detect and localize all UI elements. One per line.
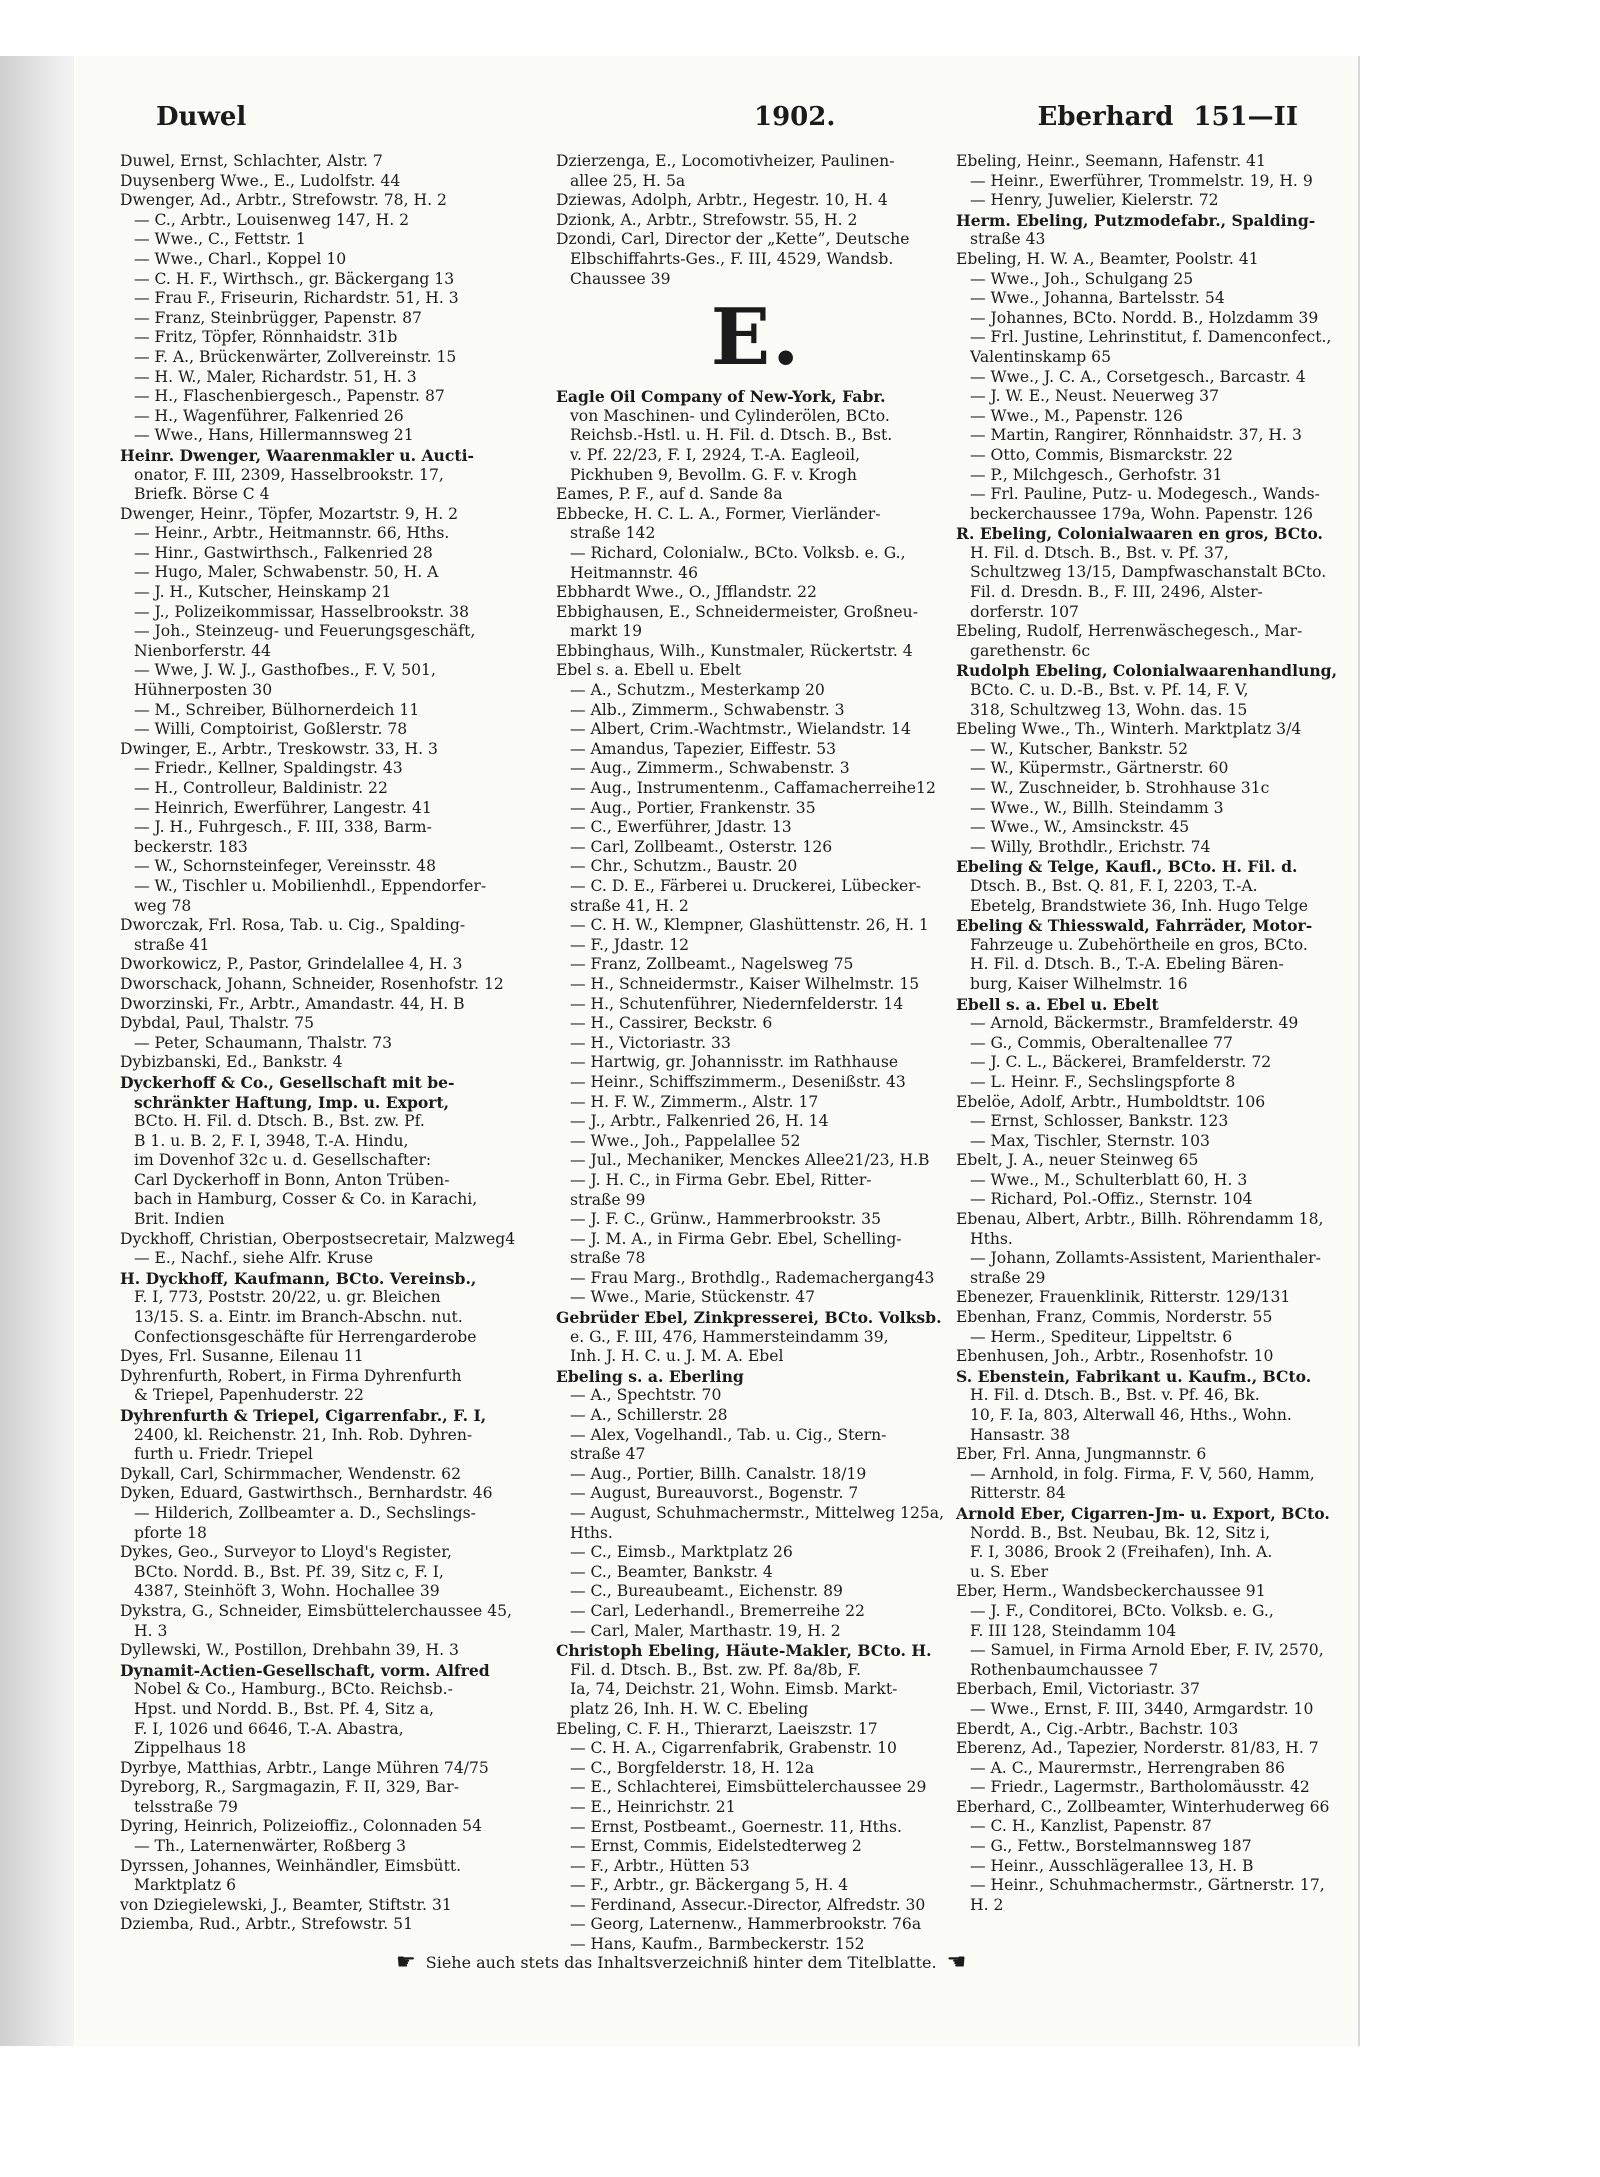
directory-entry-line: Hühnerposten 30 — [134, 681, 273, 700]
directory-entry-line: — J., Arbtr., Falkenried 26, H. 14 — [570, 1112, 829, 1131]
directory-entry-line: — A. C., Maurermstr., Herrengraben 86 — [970, 1758, 1285, 1777]
directory-page — [76, 56, 1358, 2046]
directory-entry-line: — C., Arbtr., Louisenweg 147, H. 2 — [134, 210, 410, 229]
directory-entry-line: — H., Flaschenbiergesch., Papenstr. 87 — [134, 387, 445, 406]
directory-entry-line: — Wwe., Joh., Schulgang 25 — [970, 269, 1194, 288]
running-head-right — [1038, 102, 1298, 132]
directory-entry-line: Dybizbanski, Ed., Bankstr. 4 — [120, 1053, 343, 1072]
directory-entry-line: — E., Nachf., siehe Alfr. Kruse — [134, 1249, 374, 1268]
directory-entry-line: — F., Jdastr. 12 — [570, 935, 690, 954]
directory-entry-line: — Alb., Zimmerm., Schwabenstr. 3 — [570, 700, 845, 719]
directory-entry-line: — Johann, Zollamts-Assistent, Marienthaler- — [970, 1249, 1321, 1268]
directory-entry-line: — Hugo, Maler, Schwabenstr. 50, H. A — [134, 563, 439, 582]
directory-entry-line: — August, Bureauvorst., Bogenstr. 7 — [570, 1484, 859, 1503]
directory-entry-line: — Wwe., M., Papenstr. 126 — [970, 406, 1183, 425]
directory-entry-line: straße 43 — [970, 230, 1046, 249]
running-head-left: Duwel — [156, 102, 247, 132]
directory-entry-line: — Hartwig, gr. Johannisstr. im Rathhause — [570, 1053, 899, 1072]
directory-entry-line: — Carl, Zollbeamt., Osterstr. 126 — [570, 837, 833, 856]
directory-entry-line: Ia, 74, Deichstr. 21, Wohn. Eimsb. Markt- — [570, 1680, 898, 1699]
directory-entry-line: — H. W., Maler, Richardstr. 51, H. 3 — [134, 367, 417, 386]
directory-entry-line: — C., Borgfelderstr. 18, H. 12a — [570, 1758, 815, 1777]
directory-entry-line: BCto. Nordd. B., Bst. Pf. 39, Sitz c, F. I, — [134, 1562, 444, 1581]
directory-entry-line: — J. F. C., Grünw., Hammerbrookstr. 35 — [570, 1210, 881, 1229]
directory-entry-line: — C. H. F., Wirthsch., gr. Bäckergang 13 — [134, 269, 455, 288]
directory-entry-line: u. S. Eber — [970, 1562, 1049, 1581]
directory-entry-line: — C., Ewerführer, Jdastr. 13 — [570, 818, 792, 837]
directory-entry-line: — Hinr., Gastwirthsch., Falkenried 28 — [134, 543, 433, 562]
directory-entry-line: Ebel s. a. Ebell u. Ebelt — [556, 661, 741, 680]
directory-entry-line: — Richard, Colonialw., BCto. Volksb. e. G., — [570, 543, 906, 562]
directory-entry-line: — Aug., Instrumentenm., Caffamacherreihe12 — [570, 779, 936, 798]
directory-entry-line: Ebbhardt Wwe., O., Jfflandstr. 22 — [556, 583, 817, 602]
directory-entry-line: Eberbach, Emil, Victoriastr. 37 — [956, 1680, 1200, 1699]
directory-entry-line: 13/15. S. a. Eintr. im Branch-Abschn. nut. — [134, 1308, 463, 1327]
directory-entry-line: — J. H. C., in Firma Gebr. Ebel, Ritter- — [570, 1170, 872, 1189]
directory-entry-line: — Richard, Pol.-Offiz., Sternstr. 104 — [970, 1190, 1253, 1209]
directory-entry-line: Ebeling, C. F. H., Thierarzt, Laeiszstr. 17 — [556, 1719, 878, 1738]
directory-entry-line: Eber, Herm., Wandsbeckerchaussee 91 — [956, 1582, 1266, 1601]
directory-entry-line: Dyckerhoff & Co., Gesellschaft mit be- — [120, 1072, 455, 1092]
directory-entry-line: 10, F. Ia, 803, Alterwall 46, Hths., Wohn. — [970, 1406, 1292, 1424]
directory-entry-line: Arnold Eber, Cigarren-Jm- u. Export, BCto. — [956, 1503, 1330, 1523]
directory-entry-line: & Triepel, Papenhuderstr. 22 — [134, 1386, 364, 1405]
directory-entry-line: Dtsch. B., Bst. Q. 81, F. I, 2203, T.-A. — [970, 876, 1258, 895]
directory-entry-line: — Friedr., Lagermstr., Bartholomäusstr. 42 — [970, 1778, 1310, 1797]
directory-entry-line: Nienborferstr. 44 — [134, 641, 271, 660]
directory-entry-line: Rudolph Ebeling, Colonialwaarenhandlung, — [956, 661, 1337, 681]
directory-entry-line: 318, Schultzweg 13, Wohn. das. 15 — [970, 700, 1248, 719]
directory-entry-line: — Wwe., Marie, Stückenstr. 47 — [570, 1288, 816, 1307]
directory-entry-line: — Carl, Maler, Marthastr. 19, H. 2 — [570, 1621, 841, 1640]
directory-entry-line: garethenstr. 6c — [970, 641, 1091, 660]
directory-entry-line: Dyhrenfurth & Triepel, Cigarrenfabr., F. I, — [120, 1406, 487, 1425]
directory-entry-line: — C. D. E., Färberei u. Druckerei, Lübecker- — [570, 877, 921, 895]
directory-entry-line: Ebell s. a. Ebel u. Ebelt — [956, 994, 1159, 1014]
directory-entry-line: Nobel & Co., Hamburg., BCto. Reichsb.- — [134, 1680, 453, 1699]
directory-entry-line: e. G., F. III, 476, Hammersteindamm 39, — [570, 1327, 889, 1346]
directory-entry-line: Gebrüder Ebel, Zinkpresserei, BCto. Volksb. — [556, 1308, 942, 1328]
directory-entry-line: — Frl. Pauline, Putz- u. Modegesch., Wands- — [970, 485, 1320, 504]
section-letter: E. — [710, 292, 802, 384]
directory-entry-line: — Wwe., Johanna, Bartelsstr. 54 — [970, 289, 1225, 308]
directory-entry-line: Ebetelg, Brandstwiete 36, Inh. Hugo Telge — [970, 896, 1308, 915]
directory-entry-line: Dzierzenga, E., Locomotivheizer, Paulinen- — [556, 152, 895, 170]
directory-entry-line: Dzionk, A., Arbtr., Strefowstr. 55, H. 2 — [556, 210, 858, 229]
directory-entry-line: — E., Schlachterei, Eimsbüttelerchaussee 29 — [570, 1778, 927, 1797]
directory-entry-line: — C., Bureaubeamt., Eichenstr. 89 — [570, 1582, 843, 1601]
directory-entry-line: F. III 128, Steindamm 104 — [970, 1621, 1177, 1640]
directory-entry-line: — Ernst, Commis, Eidelstedterweg 2 — [570, 1837, 862, 1856]
directory-entry-line: Dyckhoff, Christian, Oberpostsecretair, Malzweg4 — [120, 1229, 516, 1248]
directory-entry-line: — Carl, Lederhandl., Bremerreihe 22 — [570, 1601, 865, 1620]
directory-entry-line: — Fritz, Töpfer, Rönnhaidstr. 31b — [134, 328, 398, 347]
directory-entry-line: Christoph Ebeling, Häute-Makler, BCto. H. — [556, 1641, 932, 1661]
directory-entry-line: Ebbecke, H. C. L. A., Former, Vierländer- — [556, 504, 881, 523]
directory-entry-line: beckerstr. 183 — [134, 837, 248, 856]
directory-entry-line: — C., Eimsb., Marktplatz 26 — [570, 1543, 793, 1562]
directory-entry-line: Reichsb.-Hstl. u. H. Fil. d. Dtsch. B., Bst. — [570, 426, 893, 445]
directory-entry-line: Rothenbaumchaussee 7 — [970, 1660, 1159, 1679]
directory-entry-line: — A., Schillerstr. 28 — [570, 1406, 728, 1425]
directory-entry-line: — Joh., Steinzeug- und Feuerungsgeschäft, — [134, 622, 476, 641]
directory-entry-line: — Wwe., Joh., Pappelallee 52 — [570, 1131, 801, 1150]
directory-entry-line: Eber, Frl. Anna, Jungmannstr. 6 — [956, 1445, 1207, 1464]
directory-entry-line: — M., Schreiber, Bülhornerdeich 11 — [134, 700, 420, 719]
directory-entry-line: — Wwe., W., Billh. Steindamm 3 — [970, 798, 1224, 817]
directory-entry-line: — Albert, Crim.-Wachtmstr., Wielandstr. 14 — [570, 720, 911, 739]
directory-entry-line: — H. F. W., Zimmerm., Alstr. 17 — [570, 1092, 819, 1111]
directory-entry-line: Dziewas, Adolph, Arbtr., Hegestr. 10, H. 4 — [556, 191, 888, 210]
directory-entry-line: H. 3 — [134, 1621, 168, 1640]
directory-entry-line: — J. W. E., Neust. Neuerweg 37 — [970, 387, 1220, 406]
directory-entry-line: Ebenau, Albert, Arbtr., Billh. Röhrendamm 18, — [956, 1210, 1324, 1229]
directory-entry-line: — Wwe., J. C. A., Corsetgesch., Barcastr. 4 — [970, 367, 1306, 386]
directory-entry-line: — Frl. Justine, Lehrinstitut, f. Damenconfect., — [970, 328, 1332, 347]
directory-entry-line: B 1. u. B. 2, F. I, 3948, T.-A. Hindu, — [134, 1131, 409, 1150]
directory-entry-line: telsstraße 79 — [134, 1797, 238, 1816]
directory-entry-line: Briefk. Börse C 4 — [134, 485, 270, 504]
directory-entry-line: Dzondi, Carl, Director der „Kette”, Deutsche — [556, 230, 910, 249]
directory-entry-line: Ritterstr. 84 — [970, 1484, 1066, 1503]
directory-entry-line: — Heinr., Schiffszimmerm., Desenißstr. 43 — [570, 1072, 906, 1091]
column-1 — [120, 152, 520, 1935]
directory-entry-line: — G., Commis, Oberaltenallee 77 — [970, 1033, 1233, 1052]
directory-entry-line: Valentinskamp 65 — [970, 347, 1111, 366]
directory-entry-line: — Wwe., W., Amsinckstr. 45 — [970, 818, 1190, 837]
directory-entry-line: H. Fil. d. Dtsch. B., Bst. v. Pf. 37, — [970, 543, 1229, 562]
directory-entry-line: Ebeling s. a. Eberling — [556, 1366, 744, 1386]
directory-entry-line: — Otto, Commis, Bismarckstr. 22 — [970, 445, 1233, 464]
directory-entry-line: — Wwe., Hans, Hillermannsweg 21 — [134, 426, 414, 445]
directory-entry-line: Dwinger, E., Arbtr., Treskowstr. 33, H. 3 — [120, 739, 438, 758]
running-head-year: 1902. — [754, 102, 836, 132]
directory-entry-line: markt 19 — [570, 622, 643, 641]
directory-entry-line: straße 47 — [570, 1445, 646, 1464]
directory-entry-line: Ebeling, Heinr., Seemann, Hafenstr. 41 — [956, 152, 1266, 170]
directory-entry-line: bach in Hamburg, Cosser & Co. in Karachi, — [134, 1190, 478, 1209]
page-number: 151—II — [1193, 102, 1298, 132]
directory-entry-line: Heitmannstr. 46 — [570, 563, 699, 582]
directory-entry-line: Fil. d. Dresdn. B., F. III, 2496, Alster- — [970, 583, 1263, 602]
directory-entry-line: BCto. H. Fil. d. Dtsch. B., Bst. zw. Pf. — [134, 1112, 425, 1131]
directory-entry-line: straße 41, H. 2 — [570, 896, 689, 915]
directory-entry-line: Dwenger, Heinr., Töpfer, Mozartstr. 9, H. 2 — [120, 504, 459, 523]
directory-entry-line: Ebeling, Rudolf, Herrenwäschegesch., Mar- — [956, 622, 1303, 641]
directory-entry-line: Dyring, Heinrich, Polizeioffiz., Colonnaden 54 — [120, 1817, 483, 1836]
directory-entry-line: Ebelöe, Adolf, Arbtr., Humboldtstr. 106 — [956, 1092, 1266, 1111]
directory-entry-line: Inh. J. H. C. u. J. M. A. Ebel — [570, 1347, 784, 1366]
directory-entry-line: — C. H., Kanzlist, Papenstr. 87 — [970, 1817, 1212, 1836]
directory-entry-line: Dyken, Eduard, Gastwirthsch., Bernhardstr. 46 — [120, 1484, 493, 1503]
directory-entry-line: — Frau Marg., Brothdlg., Rademachergang43 — [570, 1268, 935, 1287]
directory-entry-line: Dyllewski, W., Postillon, Drehbahn 39, H. 3 — [120, 1641, 459, 1660]
directory-entry-line: 2400, kl. Reichenstr. 21, Inh. Rob. Dyhren- — [134, 1425, 473, 1444]
directory-entry-line: Hths. — [970, 1229, 1013, 1248]
directory-entry-line: Dworczak, Frl. Rosa, Tab. u. Cig., Spalding- — [120, 916, 466, 935]
directory-entry-line: Eberdt, A., Cig.-Arbtr., Bachstr. 103 — [956, 1719, 1239, 1738]
directory-entry-line: — Ernst, Schlosser, Bankstr. 123 — [970, 1112, 1229, 1131]
directory-entry-line: — H., Controlleur, Baldinistr. 22 — [134, 779, 388, 797]
directory-entry-line: Dyhrenfurth, Robert, in Firma Dyhrenfurth — [120, 1366, 462, 1385]
directory-entry-line: Duwel, Ernst, Schlachter, Alstr. 7 — [120, 152, 383, 170]
column-2-top-entries — [556, 152, 956, 289]
directory-entry-line: — Chr., Schutzm., Baustr. 20 — [570, 857, 798, 876]
column-3 — [956, 152, 1356, 1915]
directory-entry-line: — Samuel, in Firma Arnold Eber, F. IV, 2570, — [970, 1641, 1324, 1660]
directory-entry-line: — C. H. W., Klempner, Glashüttenstr. 26, H. 1 — [570, 916, 929, 935]
directory-entry-line: straße 142 — [570, 524, 656, 543]
directory-entry-line: — H., Cassirer, Beckstr. 6 — [570, 1014, 773, 1033]
directory-entry-line: — W., Tischler u. Mobilienhdl., Eppendorfer- — [134, 876, 487, 895]
directory-entry-line: Ebenhusen, Joh., Arbtr., Rosenhofstr. 10 — [956, 1347, 1274, 1366]
page-header — [116, 96, 1338, 146]
directory-entry-line: Eberhard, C., Zollbeamter, Winterhuderweg 66 — [956, 1797, 1330, 1816]
directory-entry-line: — P., Milchgesch., Gerhofstr. 31 — [970, 465, 1223, 484]
directory-entry-line: — Aug., Portier, Frankenstr. 35 — [570, 798, 816, 817]
directory-entry-line: — Max, Tischler, Sternstr. 103 — [970, 1131, 1210, 1150]
directory-entry-line: Ebeling & Telge, Kaufl., BCto. H. Fil. d. — [956, 857, 1298, 877]
directory-entry-line: — Arnhold, in folg. Firma, F. V, 560, Hamm, — [970, 1464, 1315, 1483]
directory-entry-line: — H., Schutenführer, Niedernfelderstr. 14 — [570, 994, 904, 1013]
directory-entry-line: — J. C. L., Bäckerei, Bramfelderstr. 72 — [970, 1053, 1272, 1072]
directory-entry-line: F. I, 1026 und 6646, T.-A. Abastra, — [134, 1719, 404, 1738]
directory-entry-line: schränkter Haftung, Imp. u. Export, — [134, 1092, 450, 1112]
directory-entry-line: straße 41 — [134, 935, 210, 954]
directory-entry-line: — J. H., Fuhrgesch., F. III, 338, Barm- — [134, 818, 432, 837]
directory-entry-line: Nordd. B., Bst. Neubau, Bk. 12, Sitz i, — [970, 1523, 1271, 1542]
directory-entry-line: Brit. Indien — [134, 1210, 225, 1229]
directory-entry-line: — W., Schornsteinfeger, Vereinsstr. 48 — [134, 857, 436, 876]
directory-entry-line: Hths. — [570, 1523, 613, 1542]
directory-entry-line: — Willy, Brothdlr., Erichstr. 74 — [970, 837, 1211, 856]
directory-entry-line: Ebenezer, Frauenklinik, Ritterstr. 129/131 — [956, 1288, 1291, 1307]
directory-entry-line: beckerchaussee 179a, Wohn. Papenstr. 126 — [970, 504, 1313, 523]
directory-entry-line: H. Fil. d. Dtsch. B., T.-A. Ebeling Bären- — [970, 955, 1284, 974]
directory-entry-line: — F., Arbtr., gr. Bäckergang 5, H. 4 — [570, 1876, 849, 1895]
directory-entry-line: — Arnold, Bäckermstr., Bramfelderstr. 49 — [970, 1014, 1299, 1033]
directory-entry-line: Hpst. und Nordd. B., Bst. Pf. 4, Sitz a, — [134, 1699, 434, 1718]
directory-entry-line: — F., Arbtr., Hütten 53 — [570, 1856, 750, 1875]
footer-text: Siehe auch stets das Inhaltsverzeichniß hinter dem Titelblatte. — [425, 1953, 937, 1972]
directory-entry-line: Elbschiffahrts-Ges., F. III, 4529, Wandsb. — [570, 249, 894, 268]
directory-entry-line: — Friedr., Kellner, Spaldingstr. 43 — [134, 759, 403, 778]
directory-entry-line: weg 78 — [134, 896, 192, 915]
directory-entry-line: Eagle Oil Company of New-York, Fabr. — [556, 387, 886, 407]
directory-entry-line: Confectionsgeschäfte für Herrengarderobe — [134, 1327, 477, 1346]
directory-entry-line: — J. M. A., in Firma Gebr. Ebel, Schelling- — [570, 1229, 902, 1248]
directory-entry-line: — Heinr., Arbtr., Heitmannstr. 66, Hths. — [134, 524, 450, 543]
directory-entry-line: — Wwe., Charl., Koppel 10 — [134, 249, 347, 268]
directory-entry-line: Ebeling Wwe., Th., Winterh. Marktplatz 3/4 — [956, 720, 1302, 739]
directory-entry-line: Herm. Ebeling, Putzmodefabr., Spalding- — [956, 210, 1316, 230]
column-2-entries — [556, 387, 956, 1955]
directory-entry-line: — A., Spechtstr. 70 — [570, 1386, 722, 1405]
directory-entry-line: allee 25, H. 5a — [570, 171, 686, 190]
directory-entry-line: R. Ebeling, Colonialwaaren en gros, BCto. — [956, 524, 1323, 544]
directory-entry-line: straße 99 — [570, 1190, 646, 1209]
directory-entry-line: — E., Heinrichstr. 21 — [570, 1797, 736, 1816]
directory-entry-line: Dynamit-Actien-Gesellschaft, vorm. Alfred — [120, 1660, 490, 1680]
directory-entry-line: straße 29 — [970, 1268, 1046, 1287]
directory-entry-line: Dyrssen, Johannes, Weinhändler, Eimsbütt. — [120, 1856, 462, 1875]
column-2 — [556, 152, 956, 1955]
directory-entry-line: Heinr. Dwenger, Waarenmakler u. Aucti- — [120, 445, 474, 465]
directory-entry-line: — H., Victoriastr. 33 — [570, 1033, 731, 1052]
directory-entry-line: platz 26, Inh. H. W. C. Ebeling — [570, 1699, 809, 1718]
directory-entry-line: Ebeling & Thiesswald, Fahrräder, Motor- — [956, 916, 1313, 936]
directory-entry-line: — Peter, Schaumann, Thalstr. 73 — [134, 1033, 393, 1052]
directory-entry-line: von Dziegielewski, J., Beamter, Stiftstr. 31 — [120, 1895, 452, 1914]
directory-entry-line: — Heinr., Ewerführer, Trommelstr. 19, H. 9 — [970, 171, 1313, 190]
directory-entry-line: — H., Wagenführer, Falkenried 26 — [134, 406, 404, 425]
directory-entry-line: Chaussee 39 — [570, 269, 671, 288]
directory-entry-line: — Wwe., Ernst, F. III, 3440, Armgardstr. 10 — [970, 1699, 1314, 1718]
directory-entry-line: — J. H., Kutscher, Heinskamp 21 — [134, 583, 392, 602]
directory-entry-line: Ebelt, J. A., neuer Steinweg 65 — [956, 1151, 1199, 1170]
directory-entry-line: dorferstr. 107 — [970, 602, 1079, 621]
directory-entry-line: — Ernst, Postbeamt., Goernestr. 11, Hths. — [570, 1817, 902, 1836]
directory-entry-line: — Franz, Steinbrügger, Papenstr. 87 — [134, 308, 422, 327]
directory-entry-line: pforte 18 — [134, 1523, 207, 1542]
directory-entry-line: Fil. d. Dtsch. B., Bst. zw. Pf. 8a/8b, F. — [570, 1660, 861, 1679]
directory-entry-line: S. Ebenstein, Fabrikant u. Kaufm., BCto. — [956, 1366, 1312, 1386]
directory-entry-line: Dyes, Frl. Susanne, Eilenau 11 — [120, 1347, 364, 1366]
directory-entry-line: Dworzinski, Fr., Arbtr., Amandastr. 44, H. B — [120, 994, 465, 1013]
directory-entry-line: — W., Küpermstr., Gärtnerstr. 60 — [970, 759, 1229, 778]
directory-entry-line: Eames, P. F., auf d. Sande 8a — [556, 485, 783, 504]
directory-entry-line: — August, Schuhmachermstr., Mittelweg 125a, — [570, 1504, 945, 1522]
directory-entry-line: — Heinrich, Ewerführer, Langestr. 41 — [134, 798, 432, 817]
directory-entry-line: — Aug., Portier, Billh. Canalstr. 18/19 — [570, 1464, 867, 1483]
directory-entry-line: Marktplatz 6 — [134, 1876, 237, 1895]
directory-entry-line: — L. Heinr. F., Sechslingspforte 8 — [970, 1072, 1236, 1091]
directory-entry-line: Dworschack, Johann, Schneider, Rosenhofstr. 12 — [120, 974, 504, 993]
directory-entry-line: straße 78 — [570, 1249, 646, 1268]
directory-entry-line: v. Pf. 22/23, F. I, 2924, T.-A. Eagleoil, — [570, 445, 861, 464]
directory-entry-line: — Willi, Comptoirist, Goßlerstr. 78 — [134, 720, 408, 739]
directory-entry-line: — Aug., Zimmerm., Schwabenstr. 3 — [570, 759, 850, 778]
directory-entry-line: F. I, 773, Poststr. 20/22, u. gr. Bleichen — [134, 1288, 441, 1307]
directory-entry-line: Pickhuben 9, Bevollm. G. F. v. Krogh — [570, 465, 857, 484]
directory-entry-line: — G., Fettw., Borstelmannsweg 187 — [970, 1837, 1252, 1856]
directory-entry-line: Duysenberg Wwe., E., Ludolfstr. 44 — [120, 171, 401, 190]
directory-entry-line: Dyrbye, Matthias, Arbtr., Lange Mühren 74/75 — [120, 1758, 489, 1777]
directory-entry-line: — J. F., Conditorei, BCto. Volksb. e. G., — [970, 1601, 1274, 1620]
directory-entry-line: — C., Beamter, Bankstr. 4 — [570, 1562, 773, 1581]
directory-entry-line: — Herm., Spediteur, Lippeltstr. 6 — [970, 1327, 1233, 1346]
directory-entry-line: Dykes, Geo., Surveyor to Lloyd's Register, — [120, 1543, 452, 1562]
directory-entry-line: Dykall, Carl, Schirmmacher, Wendenstr. 62 — [120, 1464, 462, 1483]
directory-entry-line: Dworkowicz, P., Pastor, Grindelallee 4, H. 3 — [120, 955, 463, 974]
directory-entry-line: — Wwe., M., Schulterblatt 60, H. 3 — [970, 1170, 1248, 1189]
directory-entry-line: — Henry, Juwelier, Kielerstr. 72 — [970, 191, 1219, 210]
directory-entry-line: Dwenger, Ad., Arbtr., Strefowstr. 78, H. 2 — [120, 191, 447, 210]
directory-entry-line: — H., Schneidermstr., Kaiser Wilhelmstr. 15 — [570, 974, 920, 993]
directory-entry-line: — Wwe., C., Fettstr. 1 — [134, 230, 306, 249]
directory-entry-line: — Martin, Rangirer, Rönnhaidstr. 37, H. 3 — [970, 426, 1302, 445]
book-gutter — [0, 56, 74, 2046]
directory-entry-line: — F. A., Brückenwärter, Zollvereinstr. 15 — [134, 347, 457, 366]
directory-entry-line: H. Dyckhoff, Kaufmann, BCto. Vereinsb., — [120, 1268, 477, 1288]
directory-entry-line: — Heinr., Schuhmachermstr., Gärtnerstr. 17, — [970, 1876, 1325, 1895]
directory-entry-line: Dybdal, Paul, Thalstr. 75 — [120, 1014, 314, 1033]
directory-entry-line: F. I, 3086, Brook 2 (Freihafen), Inh. A. — [970, 1543, 1273, 1562]
directory-entry-line: — Frau F., Friseurin, Richardstr. 51, H. 3 — [134, 289, 459, 308]
directory-entry-line: — Heinr., Ausschlägerallee 13, H. B — [970, 1856, 1254, 1875]
directory-entry-line: H. 2 — [970, 1895, 1004, 1914]
directory-entry-line: Eberenz, Ad., Tapezier, Norderstr. 81/83, H. 7 — [956, 1739, 1319, 1758]
directory-entry-line: — Franz, Zollbeamt., Nagelsweg 75 — [570, 955, 854, 974]
directory-entry-line: Ebbighausen, E., Schneidermeister, Großneu- — [556, 602, 918, 621]
directory-entry-line: — Georg, Laternenw., Hammerbrookstr. 76a — [570, 1915, 922, 1934]
directory-entry-line: — C. H. A., Cigarrenfabrik, Grabenstr. 10 — [570, 1739, 897, 1758]
directory-entry-line: — Amandus, Tapezier, Eiffestr. 53 — [570, 739, 837, 758]
directory-entry-line: — Alex, Vogelhandl., Tab. u. Cig., Stern- — [570, 1425, 887, 1444]
running-head-right-name: Eberhard — [1037, 102, 1174, 132]
pointing-hand-left-icon: ☛ — [396, 1950, 416, 1975]
directory-entry-line: Hansastr. 38 — [970, 1425, 1071, 1444]
directory-entry-line: BCto. C. u. D.-B., Bst. v. Pf. 14, F. V, — [970, 681, 1249, 700]
directory-entry-line: — Wwe, J. W. J., Gasthofbes., F. V, 501, — [134, 661, 436, 680]
directory-entry-line: burg, Kaiser Wilhelmstr. 16 — [970, 974, 1188, 993]
directory-entry-line: — Ferdinand, Assecur.-Director, Alfredstr. 30 — [570, 1895, 926, 1914]
directory-entry-line: — Hans, Kaufm., Barmbeckerstr. 152 — [570, 1935, 865, 1954]
directory-entry-line: — Jul., Mechaniker, Menckes Allee21/23, H.B — [570, 1151, 930, 1170]
directory-entry-line: im Dovenhof 32c u. d. Gesellschafter: — [134, 1151, 432, 1170]
directory-entry-line: — J., Polizeikommissar, Hasselbrookstr. 38 — [134, 602, 470, 621]
directory-entry-line: — W., Zuschneider, b. Strohhause 31c — [970, 779, 1270, 797]
directory-entry-line: Carl Dyckerhoff in Bonn, Anton Trüben- — [134, 1170, 450, 1189]
directory-entry-line: — A., Schutzm., Mesterkamp 20 — [570, 681, 825, 700]
directory-entry-line: Schultzweg 13/15, Dampfwaschanstalt BCto. — [970, 563, 1327, 582]
directory-entry-line: Dykstra, G., Schneider, Eimsbüttelerchaussee 45, — [120, 1601, 512, 1620]
pointing-hand-right-icon: ☚ — [946, 1950, 967, 1975]
directory-entry-line: von Maschinen- und Cylinderölen, BCto. — [570, 406, 890, 425]
directory-entry-line: Fahrzeuge u. Zubehörtheile en gros, BCto. — [970, 935, 1308, 954]
directory-entry-line: — Th., Laternenwärter, Roßberg 3 — [134, 1837, 407, 1856]
directory-entry-line: Zippelhaus 18 — [134, 1739, 247, 1758]
directory-entry-line: Dziemba, Rud., Arbtr., Strefowstr. 51 — [120, 1915, 414, 1934]
directory-entry-line: — W., Kutscher, Bankstr. 52 — [970, 739, 1189, 758]
directory-entry-line: H. Fil. d. Dtsch. B., Bst. v. Pf. 46, Bk. — [970, 1386, 1260, 1405]
directory-entry-line: Dyreborg, R., Sargmagazin, F. II, 329, Bar- — [120, 1778, 459, 1797]
directory-entry-line: — Johannes, BCto. Nordd. B., Holzdamm 39 — [970, 308, 1319, 327]
directory-entry-line: — Hilderich, Zollbeamter a. D., Sechslings- — [134, 1503, 476, 1522]
directory-entry-line: furth u. Friedr. Triepel — [134, 1445, 313, 1464]
directory-entry-line: onator, F. III, 2309, Hasselbrookstr. 17, — [134, 465, 444, 484]
directory-entry-line: Ebenhan, Franz, Commis, Norderstr. 55 — [956, 1308, 1273, 1327]
footer-note — [396, 1950, 1096, 1975]
directory-entry-line: 4387, Steinhöft 3, Wohn. Hochallee 39 — [134, 1582, 440, 1601]
directory-entry-line: Ebeling, H. W. A., Beamter, Poolstr. 41 — [956, 249, 1259, 268]
directory-entry-line: Ebbinghaus, Wilh., Kunstmaler, Rückertstr. 4 — [556, 641, 913, 660]
